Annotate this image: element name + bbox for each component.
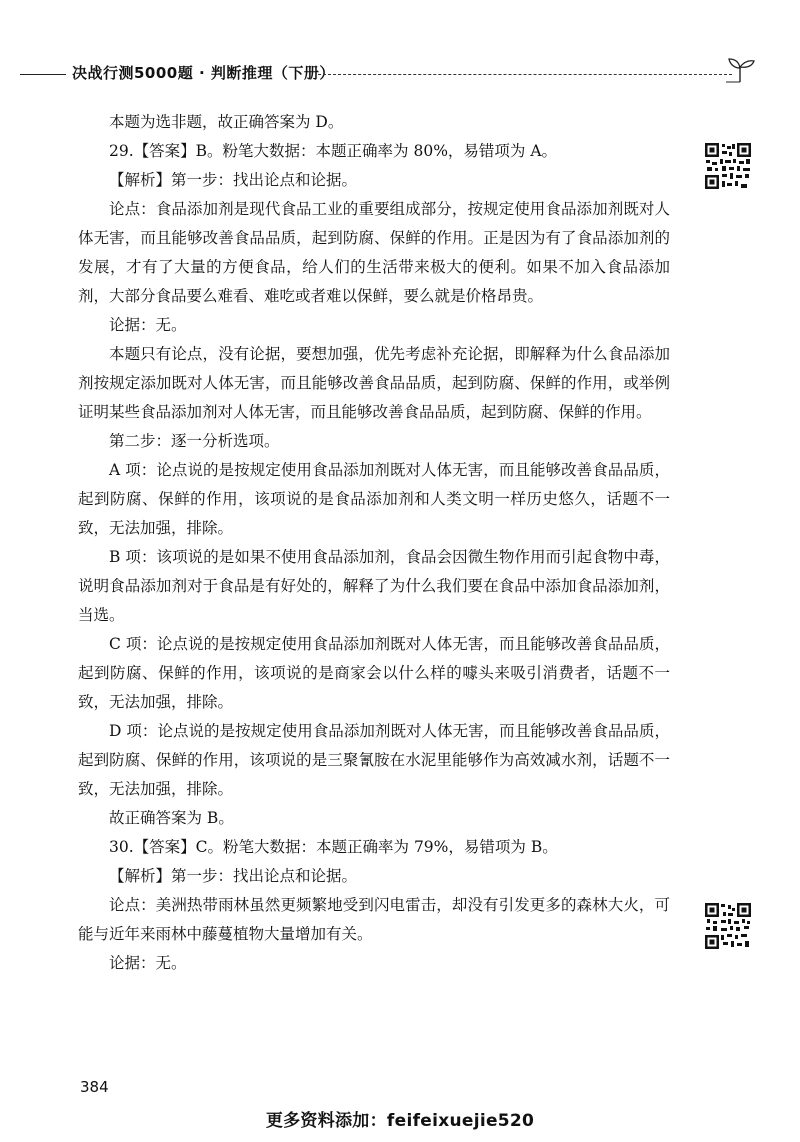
paragraph: 本题只有论点，没有论据，要想加强，优先考虑补充论据，即解释为什么食品添加剂按规定添加既对人体无害，而且能够改善食品品质，起到防腐、保鲜的作用，或举例证明某些食品添加剂对人体无害，而且能够改善食品品质，起到防腐、保鲜的作用。 xyxy=(78,345,670,421)
qr-code-icon[interactable] xyxy=(704,142,752,190)
paragraph: 论点：食品添加剂是现代食品工业的重要组成部分，按规定使用食品添加剂既对人体无害，而且能够改善食品品质，起到防腐、保鲜的作用。正是因为有了食品添加剂的发展，才有了大量的方便食品，给人们的生活带来极大的便利。如果不加入食品添加剂，大部分食品要么难看、难吃或者难以保鲜，要么就是价格昂贵。 xyxy=(78,200,670,305)
qr-code-icon[interactable] xyxy=(704,902,752,950)
header-rule-right xyxy=(318,74,732,75)
body-text xyxy=(78,108,670,978)
paragraph: 本题为选非题，故正确答案为 D。 xyxy=(109,113,344,131)
paragraph: 第二步：逐一分析选项。 xyxy=(109,432,280,450)
paragraph: 论据：无。 xyxy=(109,316,187,334)
option-d-analysis: D 项：论点说的是按规定使用食品添加剂既对人体无害，而且能够改善食品品质，起到防腐、保鲜的作用，该项说的是三聚氰胺在水泥里能够作为高效减水剂，话题不一致，无法加强，排除。 xyxy=(78,722,670,798)
paragraph: 论据：无。 xyxy=(109,954,187,972)
answer-line: 29.【答案】B。粉笔大数据：本题正确率为 80%，易错项为 A。 xyxy=(109,142,558,160)
header-rule-left xyxy=(20,74,66,75)
option-c-analysis: C 项：论点说的是按规定使用食品添加剂既对人体无害，而且能够改善食品品质，起到防腐、保鲜的作用，该项说的是商家会以什么样的噱头来吸引消费者，话题不一致，无法加强，排除。 xyxy=(78,635,670,711)
footer-note: 更多资料添加：feifeixuejie520 xyxy=(265,1111,535,1131)
option-a-analysis: A 项：论点说的是按规定使用食品添加剂既对人体无害，而且能够改善食品品质，起到防腐、保鲜的作用，该项说的是食品添加剂和人类文明一样历史悠久，话题不一致，无法加强，排除。 xyxy=(78,461,670,537)
page-number: 384 xyxy=(80,1078,109,1096)
sprout-icon xyxy=(726,56,756,84)
paragraph: 论点：美洲热带雨林虽然更频繁地受到闪电雷击，却没有引发更多的森林大火，可能与近年来雨林中藤蔓植物大量增加有关。 xyxy=(78,896,670,943)
analysis-heading: 【解析】第一步：找出论点和论据。 xyxy=(109,867,358,885)
running-header xyxy=(0,56,800,90)
analysis-heading: 【解析】第一步：找出论点和论据。 xyxy=(109,171,358,189)
book-title: 决战行测5000题 · 判断推理（下册） xyxy=(72,64,335,82)
paragraph: 故正确答案为 B。 xyxy=(109,809,234,827)
answer-line: 30.【答案】C。粉笔大数据：本题正确率为 79%，易错项为 B。 xyxy=(109,838,558,856)
option-b-analysis: B 项：该项说的是如果不使用食品添加剂，食品会因微生物作用而引起食物中毒，说明食品添加剂对于食品是有好处的，解释了为什么我们要在食品中添加食品添加剂，当选。 xyxy=(78,548,670,624)
